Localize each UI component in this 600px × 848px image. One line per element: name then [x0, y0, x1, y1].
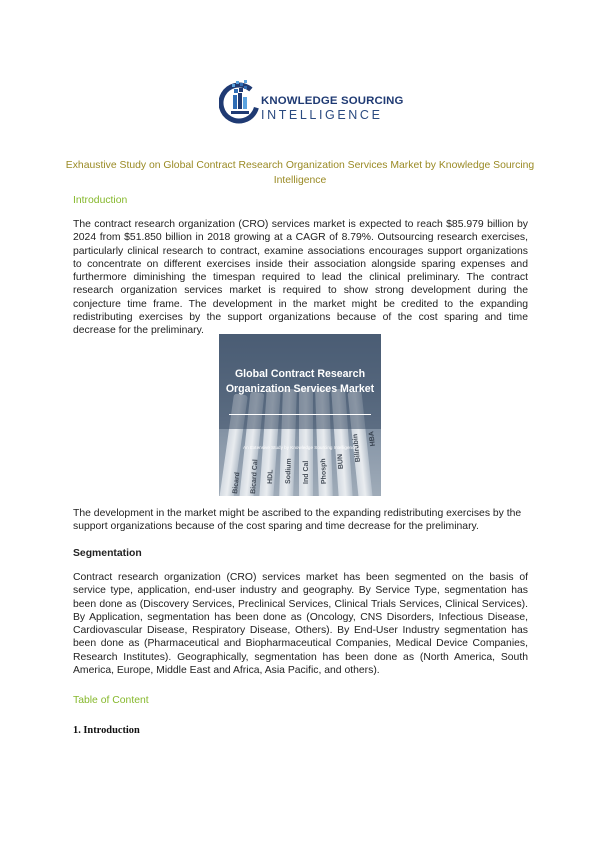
segmentation-heading: Segmentation [73, 548, 142, 559]
cover-title [219, 367, 381, 396]
logo-text-primary: KNOWLEDGE SOURCING [261, 95, 404, 107]
toc-item-introduction: 1. Introduction [73, 725, 140, 736]
cover-divider [229, 414, 371, 415]
after-image-paragraph: The development in the market might be ascribed to the expanding redistributing exercises by the support organizations because of the cost sparing and time decrease for the preliminary. [73, 508, 522, 533]
logo-mark-icon [219, 78, 259, 126]
vial-label-0: Bicard [232, 471, 242, 495]
vial-label-3: Sodium [285, 458, 293, 485]
introduction-heading: Introduction [73, 195, 128, 206]
segmentation-paragraph: Contract research organization (CRO) services market has been segmented on the basis of service type, application, end-user industry and geography. By Service Type, segmentation has been done as (Discovery Services, Preclinical Services, Clinical Trials Services, Clinical Services). By Application, segmentation has been done as (Oncology, CNS Disorders, Infectious Disease, Cardiovascular Disease, Respiratory Disease, Others). By End-User Industry segmentation has been done as (Pharmaceutical and Biopharmaceutical Companies, Medical Device Companies, Research Institutes). Geographically, segmentation has been done as (North America, South America, Europe, Middle East and Africa, Asia Pacific, and others). [73, 572, 528, 677]
cover-background-art [219, 334, 381, 496]
table-of-content-heading: Table of Content [73, 695, 149, 706]
vial-label-2: HDL [267, 469, 275, 485]
vial-label-8: HBA [368, 430, 377, 447]
vial-label-1: Bicard Cal [250, 459, 260, 495]
document-title: Exhaustive Study on Global Contract Research Organization Services Market by Knowledge Sourcing Intelligence [65, 160, 535, 186]
vial-label-4: Ind Cal [303, 460, 310, 484]
vial-label-6: BUN [336, 453, 345, 470]
report-cover-image [219, 334, 381, 496]
introduction-paragraph: The contract research organization (CRO) services market is expected to reach $85.979 billion by 2024 from $51.850 billion in 2018 growing at a CAGR of 8.79%. Outsourcing research exercises, particularly clinical research to contract, examine associations encourages support organizations to concentrate on different exercises inside their association alongside sparing expenses and furthermore diminishing the timespan required to lead the clinical preliminary. The contract research organization services market is required to show strong development during the conjecture time frame. The development in the market might be credited to the expanding redistributing exercises by the support organizations because of the cost sparing and time decrease for the preliminary. [73, 219, 528, 337]
vial-label-5: Phosph [320, 458, 328, 485]
vial-label-7: Bilirubin [352, 433, 362, 463]
logo-text-secondary: INTELLIGENCE [261, 108, 383, 122]
cover-title-line-2: Organization Services Market [225, 382, 375, 395]
cover-subtitle: An Extensive Study by Knowledge Sourcing Intelligence [243, 445, 357, 450]
company-logo [219, 78, 404, 126]
cover-title-line-1: Global Contract Research [234, 368, 366, 380]
